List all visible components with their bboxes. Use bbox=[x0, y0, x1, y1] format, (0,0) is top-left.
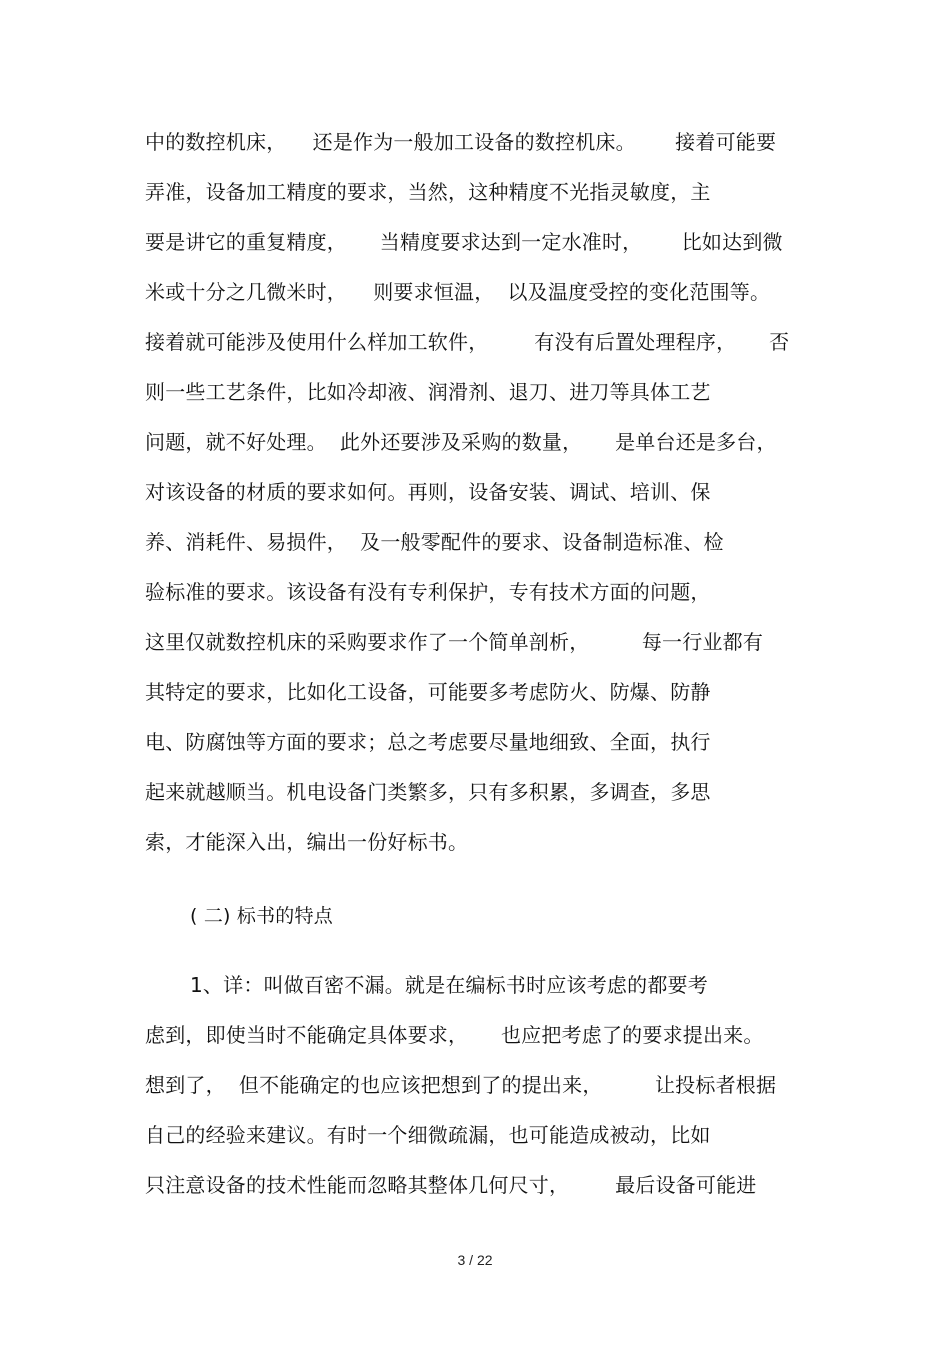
body-text-line: 米或十分之几微米时， 则要求恒温， 以及温度受控的变化范围等。 bbox=[145, 280, 771, 304]
body-text-line: 则一些工艺条件，比如冷却液、润滑剂、退刀、进刀等具体工艺 bbox=[145, 380, 711, 404]
body-text-line: 弄准，设备加工精度的要求，当然，这种精度不光指灵敏度，主 bbox=[145, 180, 711, 204]
page-number: 3 / 22 bbox=[457, 1252, 493, 1268]
body-text-line: 要是讲它的重复精度， 当精度要求达到一定水准时， 比如达到微 bbox=[145, 230, 783, 254]
body-text-line: 虑到，即使当时不能确定具体要求， 也应把考虑了的要求提出来。 bbox=[145, 1023, 764, 1047]
body-text-line: 起来就越顺当。机电设备门类繁多，只有多积累，多调查，多思 bbox=[145, 780, 711, 804]
body-text-line: 想到了， 但不能确定的也应该把想到了的提出来， 让投标者根据 bbox=[145, 1073, 777, 1097]
body-text-line: 电、防腐蚀等方面的要求；总之考虑要尽量地细致、全面，执行 bbox=[145, 730, 711, 754]
body-text-line: 中的数控机床， 还是作为一般加工设备的数控机床。 接着可能要 bbox=[145, 130, 777, 154]
body-text-line: 1、详：叫做百密不漏。就是在编标书时应该考虑的都要考 bbox=[190, 973, 708, 997]
body-text-line: 养、消耗件、易损件， 及一般零配件的要求、设备制造标准、检 bbox=[145, 530, 724, 554]
body-text-line: 对该设备的材质的要求如何。再则，设备安装、调试、培训、保 bbox=[145, 480, 711, 504]
body-text-line: 自己的经验来建议。有时一个细微疏漏，也可能造成被动，比如 bbox=[145, 1123, 711, 1147]
body-text-line: 问题，就不好处理。 此外还要涉及采购的数量， 是单台还是多台， bbox=[145, 430, 777, 454]
body-text-line: 其特定的要求，比如化工设备，可能要多考虑防火、防爆、防静 bbox=[145, 680, 711, 704]
body-text-line: 验标准的要求。该设备有没有专利保护，专有技术方面的问题， bbox=[145, 580, 711, 604]
body-text-line: 接着就可能涉及使用什么样加工软件， 有没有后置处理程序， 否 bbox=[145, 330, 790, 354]
section-heading: ( 二) 标书的特点 bbox=[190, 905, 333, 927]
body-text-line: 这里仅就数控机床的采购要求作了一个简单剖析， 每一行业都有 bbox=[145, 630, 764, 654]
body-text-line: 索，才能深入出，编出一份好标书。 bbox=[145, 830, 469, 854]
body-text-line: 只注意设备的技术性能而忽略其整体几何尺寸， 最后设备可能进 bbox=[145, 1173, 757, 1197]
